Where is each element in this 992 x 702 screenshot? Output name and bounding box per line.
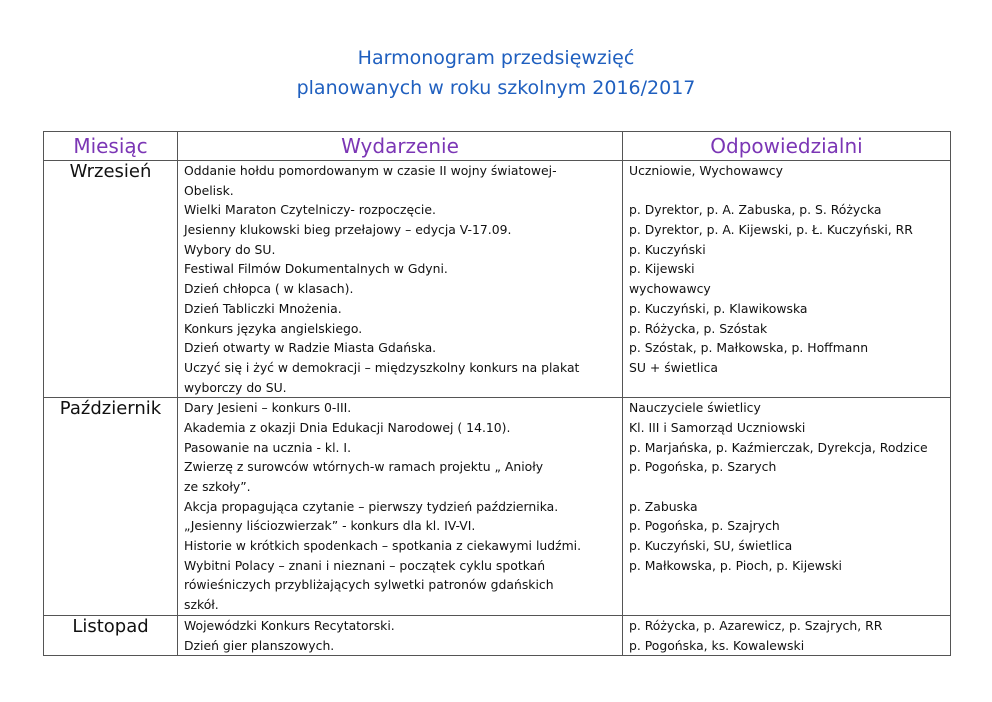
event-cell [178, 615, 623, 655]
event-line: Wybory do SU. [184, 241, 276, 257]
responsible-line: p. Małkowska, p. Pioch, p. Kijewski [629, 557, 842, 573]
event-line: Festiwal Filmów Dokumentalnych w Gdyni. [184, 261, 448, 277]
responsible-line: p. Pogońska, p. Szarych [629, 459, 777, 475]
responsible-cell [623, 161, 951, 398]
event-line: Pasowanie na ucznia - kl. I. [184, 439, 352, 455]
event-line: szkół. [184, 597, 219, 613]
responsible-line: p. Pogońska, p. Szajrych [629, 518, 780, 534]
table-row [44, 398, 951, 616]
responsible-line: p. Pogońska, ks. Kowalewski [629, 637, 805, 653]
responsible-line: p. Różycka, p. Azarewicz, p. Szajrych, RR [629, 617, 883, 633]
document-title-line-1: Harmonogram przedsięwzięć [357, 47, 635, 69]
responsible-cell [623, 398, 951, 616]
event-line: rówieśniczych przybliżających sylwetki patronów gdańskich [184, 577, 554, 593]
event-line: Dary Jesieni – konkurs 0-III. [184, 400, 352, 416]
responsible-line [623, 378, 950, 398]
responsible-line: p. Szóstak, p. Małkowska, p. Hoffmann [629, 340, 869, 356]
month-cell: Wrzesień [44, 161, 178, 398]
schedule-table [43, 131, 951, 656]
event-line: Dzień chłopca ( w klasach). [184, 281, 354, 297]
event-line: Dzień Tabliczki Mnożenia. [184, 300, 342, 316]
responsible-line: Uczniowie, Wychowawcy [629, 163, 783, 178]
column-header-month: Miesiąc [44, 132, 178, 161]
column-header-event: Wydarzenie [178, 132, 623, 161]
responsible-line [623, 477, 950, 497]
event-line: Obelisk. [184, 182, 234, 198]
responsible-line: p. Kuczyński, SU, świetlica [629, 538, 793, 554]
responsible-line: p. Zabuska [629, 498, 698, 514]
responsible-line [623, 181, 950, 201]
event-line: Akademia z okazji Dnia Edukacji Narodowej ( 14.10). [184, 419, 511, 435]
table-row [44, 615, 951, 655]
event-line: Historie w krótkich spodenkach – spotkania z ciekawymi ludźmi. [184, 538, 582, 554]
responsible-cell [623, 615, 951, 655]
table-header-row [44, 132, 951, 161]
responsible-line [623, 595, 950, 615]
event-line: Konkurs języka angielskiego. [184, 320, 363, 336]
responsible-line: p. Dyrektor, p. A. Kijewski, p. Ł. Kuczyński, RR [629, 222, 913, 238]
responsible-line: p. Dyrektor, p. A. Zabuska, p. S. Różycka [629, 202, 882, 218]
responsible-line: p. Marjańska, p. Kaźmierczak, Dyrekcja, Rodzice [629, 439, 928, 455]
month-cell: Listopad [44, 615, 178, 655]
event-line: Zwierzę z surowców wtórnych-w ramach projektu „ Anioły [184, 459, 544, 475]
responsible-line [623, 575, 950, 595]
responsible-line: p. Kijewski [629, 261, 695, 277]
table-row [44, 161, 951, 398]
responsible-line: p. Kuczyński, p. Klawikowska [629, 300, 808, 316]
month-cell: Październik [44, 398, 178, 616]
event-line: Jesienny klukowski bieg przełajowy – edycja V-17.09. [184, 222, 512, 238]
event-line: wyborczy do SU. [184, 379, 287, 395]
event-line: Wybitni Polacy – znani i nieznani – początek cyklu spotkań [184, 557, 546, 573]
event-line: „Jesienny liściozwierzak” - konkurs dla kl. IV-VI. [184, 518, 476, 534]
event-line: ze szkoły”. [184, 479, 251, 494]
event-line: Wojewódzki Konkurs Recytatorski. [184, 617, 395, 633]
event-line: Wielki Maraton Czytelniczy- rozpoczęcie. [184, 202, 436, 218]
event-cell [178, 161, 623, 398]
event-line: Uczyć się i żyć w demokracji – międzyszkolny konkurs na plakat [184, 359, 580, 375]
responsible-line: Nauczyciele świetlicy [629, 400, 761, 416]
responsible-line: SU + świetlica [629, 359, 718, 375]
responsible-line: Kl. III i Samorząd Uczniowski [629, 419, 806, 435]
document-title-line-2: planowanych w roku szkolnym 2016/2017 [296, 77, 696, 99]
event-cell [178, 398, 623, 616]
event-line: Dzień otwarty w Radzie Miasta Gdańska. [184, 340, 437, 356]
responsible-line: p. Różycka, p. Szóstak [629, 320, 768, 336]
responsible-line: p. Kuczyński [629, 241, 706, 257]
responsible-line: wychowawcy [629, 281, 711, 297]
event-line: Oddanie hołdu pomordowanym w czasie II wojny światowej- [184, 163, 557, 178]
event-line: Akcja propagująca czytanie – pierwszy tydzień października. [184, 498, 559, 514]
column-header-responsible: Odpowiedzialni [623, 132, 951, 161]
event-line: Dzień gier planszowych. [184, 637, 335, 653]
